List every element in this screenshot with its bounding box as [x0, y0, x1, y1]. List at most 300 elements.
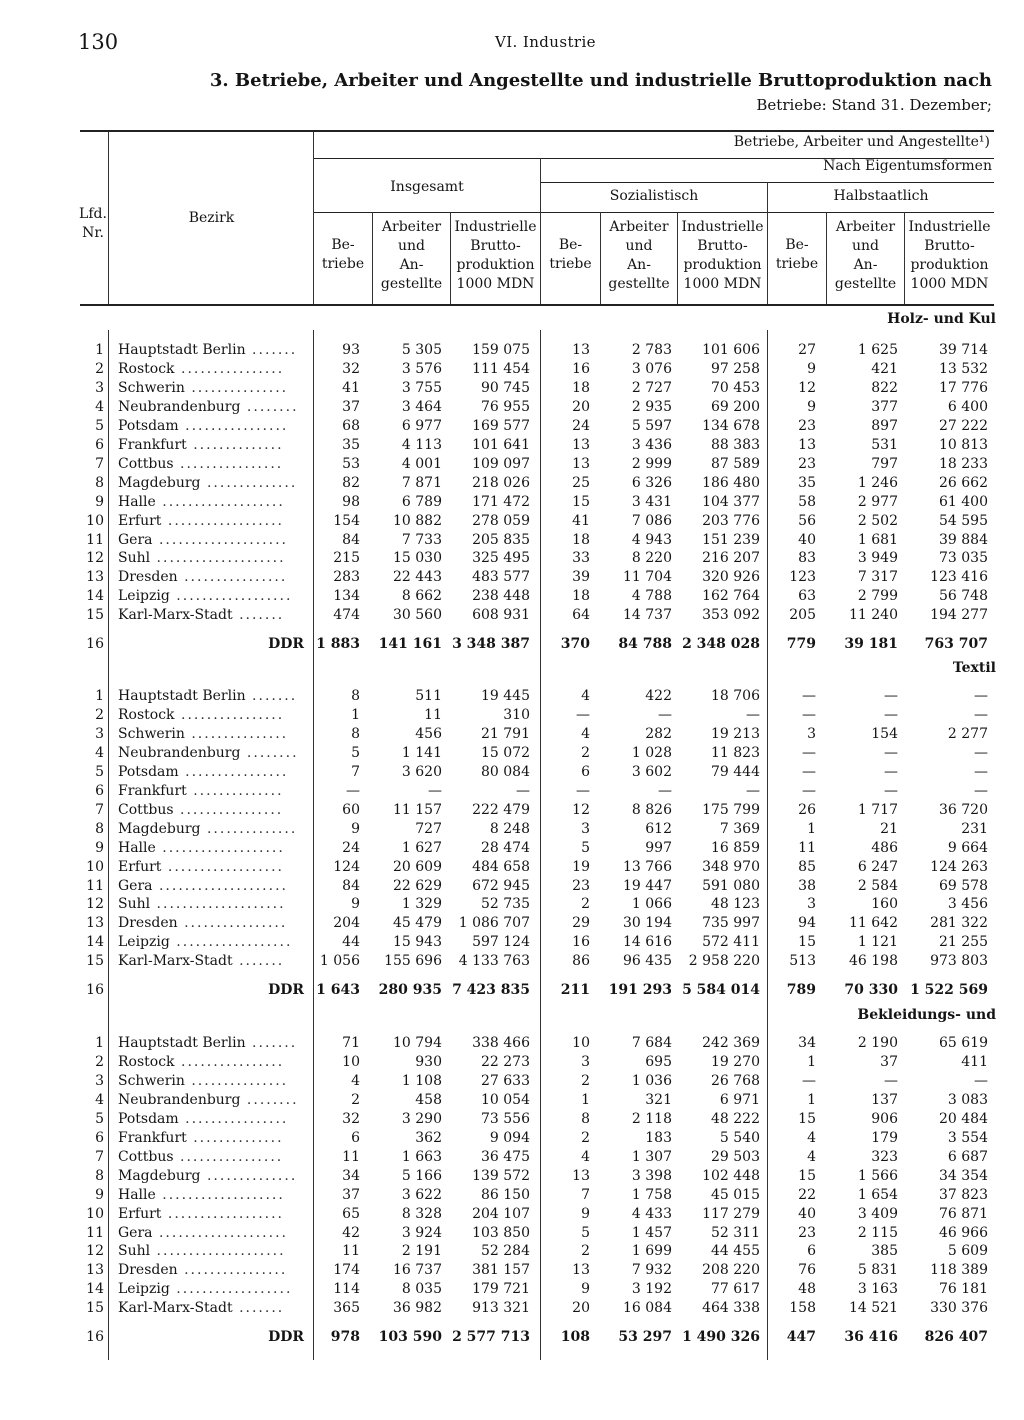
cell-produktion-insgesamt: 310: [503, 706, 530, 723]
cell-produktion-halbstaatlich: 39 884: [939, 531, 988, 548]
cell-betriebe-insgesamt: 84: [342, 877, 360, 894]
table-row-total: [0, 981, 1024, 1000]
cell-betriebe-sozialistisch: 19: [572, 858, 590, 875]
cell-arbeiter-insgesamt: 155 696: [384, 953, 442, 970]
cell-produktion-insgesamt: 52 735: [481, 896, 530, 913]
row-number: 4: [95, 1091, 104, 1108]
cell-arbeiter-halbstaatlich: 1 566: [857, 1167, 898, 1184]
row-number: 13: [86, 569, 104, 586]
table-row: [0, 895, 1024, 914]
cell-arbeiter-halbstaatlich: 897: [871, 417, 898, 434]
cell-betriebe-insgesamt: 6: [351, 1129, 360, 1146]
leader-dots: ..................: [169, 1281, 293, 1298]
row-number: 12: [86, 1243, 104, 1260]
total-betriebe-insgesamt: 978: [330, 1329, 360, 1346]
bezirk-name: [118, 933, 304, 952]
cell-betriebe-sozialistisch: 25: [572, 474, 590, 491]
table-row: [0, 858, 1024, 877]
cell-betriebe-sozialistisch: 39: [572, 569, 590, 586]
total-produktion-halbstaatlich: 826 407: [924, 1329, 988, 1346]
cell-arbeiter-halbstaatlich: —: [884, 782, 898, 799]
cell-arbeiter-halbstaatlich: 14 521: [849, 1300, 898, 1317]
leader-dots: ...................: [155, 839, 285, 856]
cell-betriebe-halbstaatlich: 35: [798, 474, 816, 491]
cell-arbeiter-insgesamt: 458: [415, 1091, 442, 1108]
cell-betriebe-sozialistisch: 13: [572, 1167, 590, 1184]
leader-dots: ..................: [169, 934, 293, 951]
cell-betriebe-insgesamt: 1 056: [319, 953, 360, 970]
header-top-rule: [80, 130, 994, 132]
cell-betriebe-halbstaatlich: 22: [798, 1186, 816, 1203]
cell-arbeiter-insgesamt: 10 882: [393, 512, 442, 529]
leader-dots: .......: [232, 607, 285, 624]
cell-produktion-sozialistisch: 7 369: [719, 820, 760, 837]
cell-arbeiter-halbstaatlich: 6 247: [857, 858, 898, 875]
cell-arbeiter-insgesamt: 511: [415, 688, 442, 704]
cell-produktion-sozialistisch: 79 444: [711, 763, 760, 780]
cell-betriebe-halbstaatlich: 34: [798, 1035, 816, 1051]
cell-produktion-insgesamt: 169 577: [472, 417, 530, 434]
cell-produktion-insgesamt: 218 026: [472, 474, 530, 491]
cell-produktion-sozialistisch: 11 823: [711, 744, 760, 761]
bezirk-name-text: Potsdam: [118, 417, 179, 434]
cell-produktion-sozialistisch: 2 958 220: [688, 953, 760, 970]
bezirk-name: [118, 1242, 304, 1261]
cell-arbeiter-sozialistisch: 1 028: [631, 744, 672, 761]
cell-betriebe-insgesamt: 9: [351, 820, 360, 837]
bezirk-name-text: Karl-Marx-Stadt: [118, 607, 233, 624]
cell-betriebe-sozialistisch: 12: [572, 801, 590, 818]
leader-dots: ...............: [184, 1072, 289, 1089]
cell-arbeiter-halbstaatlich: 179: [871, 1129, 898, 1146]
row-number: 2: [95, 1053, 104, 1070]
cell-arbeiter-sozialistisch: 612: [645, 820, 672, 837]
cell-produktion-insgesamt: 111 454: [472, 360, 530, 377]
cell-arbeiter-sozialistisch: 4 433: [631, 1205, 672, 1222]
cell-betriebe-halbstaatlich: —: [802, 763, 816, 780]
cell-betriebe-insgesamt: 60: [342, 801, 360, 818]
cell-produktion-halbstaatlich: 330 376: [930, 1300, 988, 1317]
cell-betriebe-sozialistisch: —: [576, 782, 590, 799]
bezirk-name: [118, 744, 304, 763]
cell-produktion-halbstaatlich: 37 823: [939, 1186, 988, 1203]
total-arbeiter-halbstaatlich: 39 181: [844, 636, 898, 653]
cell-betriebe-sozialistisch: 9: [581, 1205, 590, 1222]
cell-betriebe-sozialistisch: 4: [581, 725, 590, 742]
header-col-betriebe-2: Be- triebe: [549, 237, 592, 272]
cell-arbeiter-sozialistisch: 3 192: [631, 1281, 672, 1298]
total-betriebe-halbstaatlich: 779: [786, 636, 816, 653]
cell-betriebe-sozialistisch: 13: [572, 455, 590, 472]
table-row: [0, 417, 1024, 436]
row-number: 8: [95, 474, 104, 491]
bezirk-name: [118, 801, 304, 820]
bezirk-name: [118, 1148, 304, 1167]
cell-betriebe-halbstaatlich: 38: [798, 877, 816, 894]
cell-betriebe-halbstaatlich: 6: [807, 1243, 816, 1260]
header-divider-insgesamt: [540, 158, 541, 304]
cell-produktion-halbstaatlich: 27 222: [939, 417, 988, 434]
cell-arbeiter-insgesamt: 5 305: [401, 342, 442, 358]
cell-produktion-insgesamt: —: [516, 782, 530, 799]
cell-produktion-insgesamt: 672 945: [472, 877, 530, 894]
cell-betriebe-insgesamt: 134: [333, 588, 360, 605]
bezirk-name: [118, 839, 304, 858]
header-col-betriebe-3: Be- triebe: [775, 237, 819, 272]
row-number: 9: [95, 493, 104, 510]
bezirk-name: [118, 914, 304, 933]
cell-betriebe-insgesamt: 204: [333, 915, 360, 932]
table-row: [0, 512, 1024, 531]
total-produktion-halbstaatlich: 1 522 569: [910, 982, 988, 999]
cell-arbeiter-insgesamt: 11 157: [393, 801, 442, 818]
cell-arbeiter-insgesamt: 1 329: [401, 896, 442, 913]
cell-produktion-insgesamt: 15 072: [481, 744, 530, 761]
row-number: 13: [86, 1262, 104, 1279]
cell-betriebe-halbstaatlich: 11: [798, 839, 816, 856]
cell-betriebe-halbstaatlich: 27: [798, 342, 816, 358]
leader-dots: ........: [240, 398, 299, 415]
cell-arbeiter-sozialistisch: 3 602: [631, 763, 672, 780]
cell-produktion-halbstaatlich: 194 277: [930, 607, 988, 624]
cell-betriebe-halbstaatlich: —: [802, 782, 816, 799]
cell-arbeiter-halbstaatlich: 1 717: [857, 801, 898, 818]
cell-betriebe-halbstaatlich: 40: [798, 1205, 816, 1222]
cell-betriebe-halbstaatlich: —: [802, 744, 816, 761]
row-number: 4: [95, 744, 104, 761]
cell-betriebe-halbstaatlich: 123: [789, 569, 816, 586]
leader-dots: ..............: [200, 820, 298, 837]
cell-betriebe-halbstaatlich: 94: [798, 915, 816, 932]
total-betriebe-insgesamt: 1 883: [316, 636, 360, 653]
bezirk-name: [118, 820, 304, 839]
cell-betriebe-insgesamt: 1: [351, 706, 360, 723]
cell-produktion-halbstaatlich: 3 083: [947, 1091, 988, 1108]
cell-produktion-insgesamt: 381 157: [472, 1262, 530, 1279]
row-number: 11: [86, 531, 104, 548]
cell-produktion-halbstaatlich: 17 776: [939, 379, 988, 396]
bezirk-name-text: Schwerin: [118, 379, 185, 396]
cell-produktion-insgesamt: 278 059: [472, 512, 530, 529]
cell-produktion-sozialistisch: 203 776: [702, 512, 760, 529]
bezirk-name: [118, 782, 304, 801]
cell-betriebe-sozialistisch: 8: [581, 1110, 590, 1127]
cell-arbeiter-sozialistisch: 14 616: [623, 934, 672, 951]
cell-produktion-sozialistisch: 186 480: [702, 474, 760, 491]
bezirk-name-text: Frankfurt: [118, 1129, 187, 1146]
table-row: [0, 763, 1024, 782]
leader-dots: ..................: [161, 512, 284, 529]
cell-produktion-insgesamt: 222 479: [472, 801, 530, 818]
row-number: 16: [86, 1329, 104, 1346]
total-betriebe-sozialistisch: 370: [560, 636, 590, 653]
leader-dots: ....................: [152, 531, 288, 548]
cell-betriebe-insgesamt: 215: [333, 550, 360, 567]
cell-betriebe-insgesamt: 41: [342, 379, 360, 396]
bezirk-name: [118, 1280, 304, 1299]
leader-dots: ........: [240, 1091, 299, 1108]
table-row: [0, 877, 1024, 896]
total-betriebe-halbstaatlich: 447: [786, 1329, 816, 1346]
cell-arbeiter-halbstaatlich: 2 115: [857, 1224, 898, 1241]
cell-betriebe-halbstaatlich: 513: [789, 953, 816, 970]
cell-betriebe-halbstaatlich: 85: [798, 858, 816, 875]
cell-produktion-insgesamt: 913 321: [472, 1300, 530, 1317]
cell-produktion-sozialistisch: 320 926: [702, 569, 760, 586]
cell-betriebe-insgesamt: 98: [342, 493, 360, 510]
cell-betriebe-halbstaatlich: 58: [798, 493, 816, 510]
row-number: 6: [95, 436, 104, 453]
cell-produktion-sozialistisch: 591 080: [702, 877, 760, 894]
bezirk-name-text: Dresden: [118, 569, 178, 586]
cell-produktion-halbstaatlich: 61 400: [939, 493, 988, 510]
cell-arbeiter-sozialistisch: 422: [645, 688, 672, 704]
cell-betriebe-sozialistisch: 5: [581, 839, 590, 856]
cell-betriebe-sozialistisch: 23: [572, 877, 590, 894]
leader-dots: ....................: [150, 896, 286, 913]
cell-arbeiter-insgesamt: 15 030: [393, 550, 442, 567]
cell-arbeiter-halbstaatlich: 11 240: [849, 607, 898, 624]
cell-arbeiter-halbstaatlich: 5 831: [857, 1262, 898, 1279]
cell-betriebe-sozialistisch: 2: [581, 1072, 590, 1089]
cell-produktion-halbstaatlich: 76 871: [939, 1205, 988, 1222]
cell-produktion-halbstaatlich: 26 662: [939, 474, 988, 491]
cell-arbeiter-sozialistisch: 4 943: [631, 531, 672, 548]
cell-arbeiter-sozialistisch: 7 932: [631, 1262, 672, 1279]
cell-produktion-insgesamt: 484 658: [472, 858, 530, 875]
bezirk-name: [118, 606, 304, 625]
table-row: [0, 549, 1024, 568]
cell-produktion-sozialistisch: 134 678: [702, 417, 760, 434]
cell-produktion-sozialistisch: 97 258: [711, 360, 760, 377]
bezirk-name-text: Erfurt: [118, 512, 162, 529]
cell-produktion-halbstaatlich: 73 035: [939, 550, 988, 567]
bezirk-name-text: Gera: [118, 531, 153, 548]
header-col-produktion-3: Industrielle Brutto- produktion 1000 MDN: [908, 219, 991, 292]
cell-betriebe-halbstaatlich: 12: [798, 379, 816, 396]
table-row: [0, 744, 1024, 763]
cell-produktion-sozialistisch: 5 540: [719, 1129, 760, 1146]
cell-produktion-halbstaatlich: 18 233: [939, 455, 988, 472]
cell-arbeiter-halbstaatlich: 421: [871, 360, 898, 377]
cell-betriebe-insgesamt: 84: [342, 531, 360, 548]
cell-arbeiter-sozialistisch: 19 447: [623, 877, 672, 894]
leader-dots: .......: [245, 688, 298, 704]
bezirk-name: [118, 1129, 304, 1148]
row-number: 3: [95, 1072, 104, 1089]
cell-produktion-insgesamt: 21 791: [481, 725, 530, 742]
cell-betriebe-insgesamt: 11: [342, 1243, 360, 1260]
cell-arbeiter-sozialistisch: 5 597: [631, 417, 672, 434]
cell-arbeiter-sozialistisch: 13 766: [623, 858, 672, 875]
cell-produktion-halbstaatlich: —: [974, 782, 988, 799]
cell-produktion-halbstaatlich: 56 748: [939, 588, 988, 605]
row-number: 3: [95, 725, 104, 742]
table-row: [0, 801, 1024, 820]
cell-arbeiter-insgesamt: 2 191: [401, 1243, 442, 1260]
leader-dots: ................: [177, 915, 288, 932]
section-label: Holz- und Kul: [887, 311, 996, 327]
bezirk-name-text: Rostock: [118, 360, 175, 377]
cell-arbeiter-insgesamt: 4 001: [401, 455, 442, 472]
cell-arbeiter-insgesamt: 1 627: [401, 839, 442, 856]
cell-betriebe-sozialistisch: 4: [581, 1148, 590, 1165]
bezirk-name-text: Leipzig: [118, 588, 170, 605]
bezirk-name: [118, 1034, 304, 1053]
row-number: 15: [86, 607, 104, 624]
cell-produktion-halbstaatlich: 124 263: [930, 858, 988, 875]
cell-produktion-insgesamt: 338 466: [472, 1035, 530, 1051]
cell-betriebe-halbstaatlich: 76: [798, 1262, 816, 1279]
cell-produktion-insgesamt: 101 641: [472, 436, 530, 453]
bezirk-name: [118, 1205, 304, 1224]
table-row: [0, 1242, 1024, 1261]
bezirk-name-text: Neubrandenburg: [118, 398, 241, 415]
cell-produktion-halbstaatlich: 973 803: [930, 953, 988, 970]
cell-arbeiter-halbstaatlich: —: [884, 706, 898, 723]
cell-arbeiter-halbstaatlich: 822: [871, 379, 898, 396]
bezirk-name-text: Halle: [118, 839, 156, 856]
cell-arbeiter-sozialistisch: 2 783: [631, 342, 672, 358]
cell-betriebe-insgesamt: 9: [351, 896, 360, 913]
cell-produktion-sozialistisch: 87 589: [711, 455, 760, 472]
table-row: [0, 1072, 1024, 1091]
table-row: [0, 1299, 1024, 1318]
cell-produktion-sozialistisch: 19 270: [711, 1053, 760, 1070]
bezirk-name: [118, 687, 304, 706]
cell-arbeiter-insgesamt: 11: [424, 706, 442, 723]
cell-betriebe-halbstaatlich: 40: [798, 531, 816, 548]
row-number: 7: [95, 801, 104, 818]
bezirk-name-text: Erfurt: [118, 1205, 162, 1222]
row-number: 13: [86, 915, 104, 932]
leader-dots: ....................: [152, 1224, 288, 1241]
cell-produktion-insgesamt: 80 084: [481, 763, 530, 780]
header-col-arbeiter-1: Arbeiter und An- gestellte: [380, 219, 443, 292]
cell-produktion-insgesamt: 76 955: [481, 398, 530, 415]
cell-betriebe-sozialistisch: 20: [572, 398, 590, 415]
bezirk-name: [118, 379, 304, 398]
bezirk-name-text: Magdeburg: [118, 1167, 201, 1184]
cell-arbeiter-halbstaatlich: 11 642: [849, 915, 898, 932]
cell-betriebe-halbstaatlich: —: [802, 1072, 816, 1089]
bezirk-name-text: Neubrandenburg: [118, 1091, 241, 1108]
cell-produktion-insgesamt: 159 075: [472, 342, 530, 358]
bezirk-name-text: Erfurt: [118, 858, 162, 875]
cell-arbeiter-sozialistisch: 3 431: [631, 493, 672, 510]
cell-betriebe-insgesamt: 93: [342, 342, 360, 358]
cell-betriebe-sozialistisch: 20: [572, 1300, 590, 1317]
table-row: [0, 1224, 1024, 1243]
cell-arbeiter-sozialistisch: 1 457: [631, 1224, 672, 1241]
cell-betriebe-sozialistisch: 9: [581, 1281, 590, 1298]
bezirk-name-text: Dresden: [118, 915, 178, 932]
bezirk-name-text: Leipzig: [118, 1281, 170, 1298]
cell-arbeiter-halbstaatlich: 2 799: [857, 588, 898, 605]
total-label: DDR: [268, 982, 304, 999]
cell-produktion-sozialistisch: 353 092: [702, 607, 760, 624]
cell-produktion-halbstaatlich: 69 578: [939, 877, 988, 894]
cell-produktion-sozialistisch: 464 338: [702, 1300, 760, 1317]
cell-arbeiter-sozialistisch: 2 935: [631, 398, 672, 415]
bezirk-name: [118, 1261, 304, 1280]
leader-dots: .......: [232, 1300, 285, 1317]
bezirk-name: [118, 1053, 304, 1072]
cell-betriebe-sozialistisch: 18: [572, 531, 590, 548]
bezirk-name: [118, 877, 304, 896]
cell-betriebe-halbstaatlich: 56: [798, 512, 816, 529]
cell-arbeiter-sozialistisch: 7 086: [631, 512, 672, 529]
total-produktion-insgesamt: 7 423 835: [452, 982, 530, 999]
bezirk-name-text: Karl-Marx-Stadt: [118, 1300, 233, 1317]
page-number: 130: [78, 30, 119, 54]
cell-betriebe-sozialistisch: 2: [581, 1243, 590, 1260]
cell-arbeiter-halbstaatlich: 1 121: [857, 934, 898, 951]
cell-betriebe-halbstaatlich: 13: [798, 436, 816, 453]
total-arbeiter-insgesamt: 141 161: [378, 636, 442, 653]
cell-produktion-sozialistisch: 175 799: [702, 801, 760, 818]
cell-betriebe-insgesamt: 53: [342, 455, 360, 472]
cell-betriebe-sozialistisch: 2: [581, 896, 590, 913]
cell-arbeiter-insgesamt: 1 663: [401, 1148, 442, 1165]
cell-betriebe-sozialistisch: 6: [581, 763, 590, 780]
cell-betriebe-sozialistisch: 2: [581, 744, 590, 761]
table-row: [0, 1053, 1024, 1072]
cell-betriebe-sozialistisch: 4: [581, 688, 590, 704]
cell-arbeiter-sozialistisch: 3 436: [631, 436, 672, 453]
row-number: 8: [95, 820, 104, 837]
row-number: 10: [86, 1205, 104, 1222]
cell-arbeiter-insgesamt: 8 328: [401, 1205, 442, 1222]
bezirk-name: [118, 1072, 304, 1091]
cell-produktion-insgesamt: 86 150: [481, 1186, 530, 1203]
cell-arbeiter-halbstaatlich: 37: [880, 1053, 898, 1070]
bezirk-name-text: Suhl: [118, 1243, 151, 1260]
cell-betriebe-insgesamt: 154: [333, 512, 360, 529]
cell-arbeiter-sozialistisch: 1 066: [631, 896, 672, 913]
cell-produktion-insgesamt: 608 931: [472, 607, 530, 624]
bezirk-name-text: Halle: [118, 493, 156, 510]
cell-produktion-insgesamt: 171 472: [472, 493, 530, 510]
cell-arbeiter-sozialistisch: 2 727: [631, 379, 672, 396]
bezirk-name-text: Cottbus: [118, 455, 174, 472]
cell-betriebe-halbstaatlich: 1: [807, 820, 816, 837]
cell-arbeiter-sozialistisch: —: [658, 782, 672, 799]
cell-betriebe-sozialistisch: 13: [572, 436, 590, 453]
bezirk-name: [118, 474, 304, 493]
table-row: [0, 455, 1024, 474]
leader-dots: ................: [173, 455, 284, 472]
row-number: 14: [86, 934, 104, 951]
cell-produktion-halbstaatlich: 20 484: [939, 1110, 988, 1127]
cell-betriebe-insgesamt: 37: [342, 1186, 360, 1203]
cell-arbeiter-insgesamt: 20 609: [393, 858, 442, 875]
row-number: 5: [95, 763, 104, 780]
cell-betriebe-halbstaatlich: 158: [789, 1300, 816, 1317]
cell-betriebe-insgesamt: 32: [342, 360, 360, 377]
row-number: 5: [95, 1110, 104, 1127]
row-number: 4: [95, 398, 104, 415]
cell-arbeiter-sozialistisch: 3 398: [631, 1167, 672, 1184]
row-number: 9: [95, 839, 104, 856]
cell-arbeiter-sozialistisch: 30 194: [623, 915, 672, 932]
total-produktion-halbstaatlich: 763 707: [924, 636, 988, 653]
cell-produktion-insgesamt: 179 721: [472, 1281, 530, 1298]
cell-betriebe-halbstaatlich: 26: [798, 801, 816, 818]
cell-arbeiter-insgesamt: 36 982: [393, 1300, 442, 1317]
table-row: [0, 398, 1024, 417]
cell-produktion-sozialistisch: 77 617: [711, 1281, 760, 1298]
